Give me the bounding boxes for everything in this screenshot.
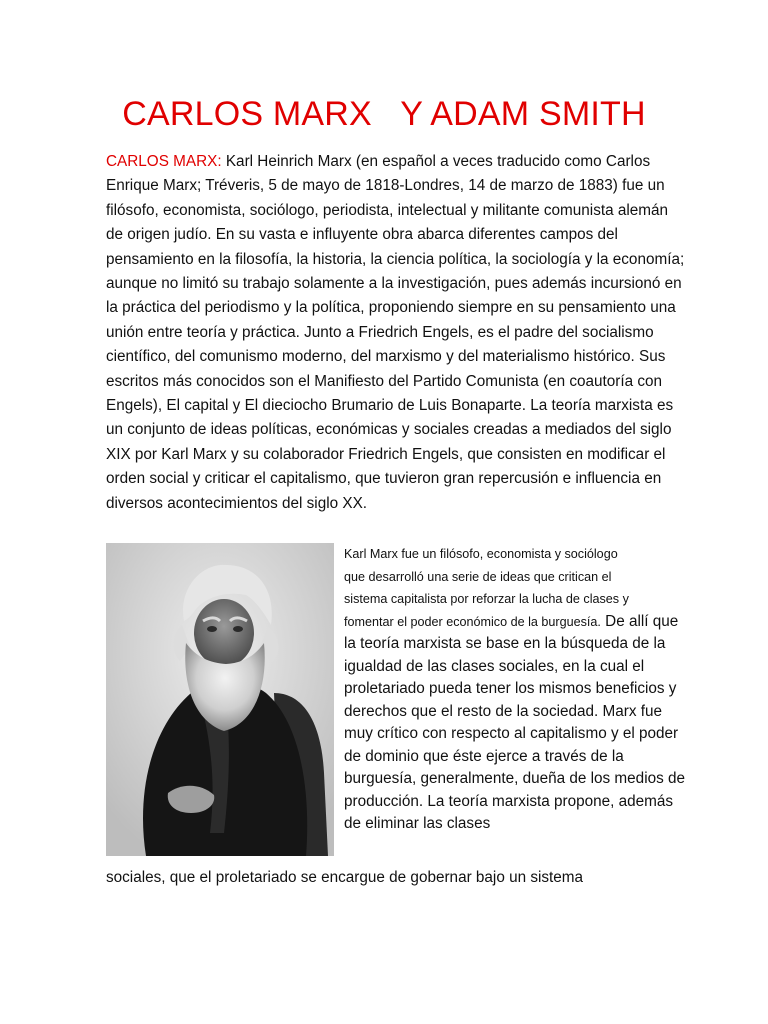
side-small-line-3: sistema capitalista por reforzar la lucha de clases y bbox=[344, 592, 629, 606]
side-small-line-1: Karl Marx fue un filósofo, economista y sociólogo bbox=[344, 547, 618, 561]
portrait-photo-icon bbox=[106, 543, 334, 856]
side-small-line-4: fomentar el poder económico de la burguesía. bbox=[344, 614, 601, 629]
side-text: De allí que la teoría marxista se base en la búsqueda de la igualdad de las clases sociales, en la cual el proletariado pueda tener los mismos beneficios y derechos que el resto de la sociedad. Marx fue muy crítico con respecto al capitalismo y el poder de dominio que éste ejerce a través de la burguesía, generalmente, dueña de los medios de producción. La teoría marxista propone, además de eliminar las clases bbox=[344, 612, 686, 832]
intro-label: CARLOS MARX: bbox=[106, 153, 222, 170]
page-title: CARLOS MARX Y ADAM SMITH bbox=[122, 95, 646, 133]
bottom-line: sociales, que el proletariado se encargue de gobernar bajo un sistema bbox=[106, 869, 584, 886]
side-paragraph bbox=[344, 543, 688, 836]
side-small-line-2: que desarrolló una serie de ideas que critican el bbox=[344, 569, 612, 584]
intro-text: Karl Heinrich Marx (en español a veces traducido como Carlos Enrique Marx; Tréveris, 5 de mayo de 1818-Londres, 14 de marzo de 1883) fue un filósofo, economista, sociólogo, periodista, intelectual y militante comunista alemán de origen judío. En su vasta e influyente obra abarca diferentes campos del pensamiento en la filosofía, la historia, la ciencia política, la sociología y la economía; aunque no limitó su trabajo solamente a la investigación, pues además incursionó en la práctica del periodismo y la política, proponiendo siempre en su pensamiento una unión entre teoría y práctica. Junto a Friedrich Engels, es el padre del socialismo científico, del comunismo moderno, del marxismo y del materialismo histórico. Sus escritos más conocidos son el Manifiesto del Partido Comunista (en coautoría con Engels), El capital y El dieciocho Brumario de Luis Bonaparte. La teoría marxista es un conjunto de ideas políticas, económicas y sociales creadas a mediados del siglo XIX por Karl Marx y su colaborador Friedrich Engels, que consisten en modificar el orden social y criticar el capitalismo, que tuvieron gran repercusión e influencia en diversos acontecimientos del siglo XX. bbox=[106, 153, 685, 512]
portrait-image bbox=[106, 543, 334, 856]
intro-paragraph bbox=[106, 150, 688, 516]
